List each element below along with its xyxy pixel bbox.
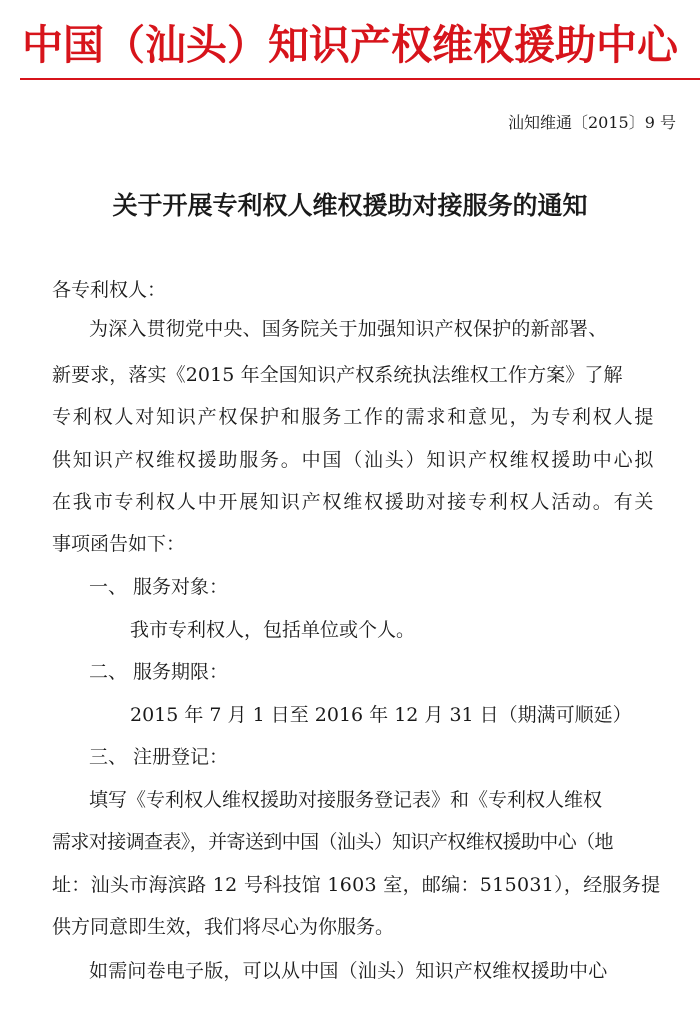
section-1-heading: 一、 服务对象：: [89, 576, 229, 598]
notice-title: 关于开展专利权人维权援助对接服务的通知: [112, 191, 588, 220]
header-divider-line: [20, 78, 700, 80]
organization-header-title: 中国（汕头）知识产权维权援助中心: [22, 21, 678, 69]
section-3-line-4: 供方同意即生效，我们将尽心为你服务。: [52, 916, 395, 938]
section-3-line-2: 需求对接调查表》，并寄送到中国（汕头）知识产权维权援助中心（地: [52, 831, 613, 853]
section-1-body: 我市专利权人，包括单位或个人。: [130, 619, 416, 641]
section-2-heading: 二、 服务期限：: [89, 661, 229, 683]
intro-line-1: 为深入贯彻党中央、国务院关于加强知识产权保护的新部署、: [89, 318, 608, 340]
section-3-heading: 三、 注册登记：: [89, 746, 229, 768]
intro-line-5: 在我市专利权人中开展知识产权维权援助对接专利权人活动。有关: [52, 491, 656, 513]
section-3-line-3: 址：汕头市海滨路 12 号科技馆 1603 室，邮编：515031），经服务提: [52, 874, 661, 896]
intro-line-6: 事项函告如下：: [52, 533, 186, 555]
intro-line-4: 供知识产权维权援助服务。中国（汕头）知识产权维权援助中心拟: [52, 449, 656, 471]
document-number: 汕知维通〔2015〕9 号: [508, 113, 676, 132]
intro-line-3: 专利权人对知识产权保护和服务工作的需求和意见，为专利权人提: [52, 406, 656, 428]
salutation: 各专利权人：: [52, 279, 167, 301]
section-2-body: 2015 年 7 月 1 日至 2016 年 12 月 31 日（期满可顺延）: [130, 704, 632, 726]
closing-line: 如需问卷电子版，可以从中国（汕头）知识产权维权援助中心: [89, 960, 608, 982]
intro-line-2: 新要求，落实《2015 年全国知识产权系统执法维权工作方案》了解: [52, 364, 623, 386]
section-3-line-1: 填写《专利权人维权援助对接服务登记表》和《专利权人维权: [89, 789, 603, 811]
